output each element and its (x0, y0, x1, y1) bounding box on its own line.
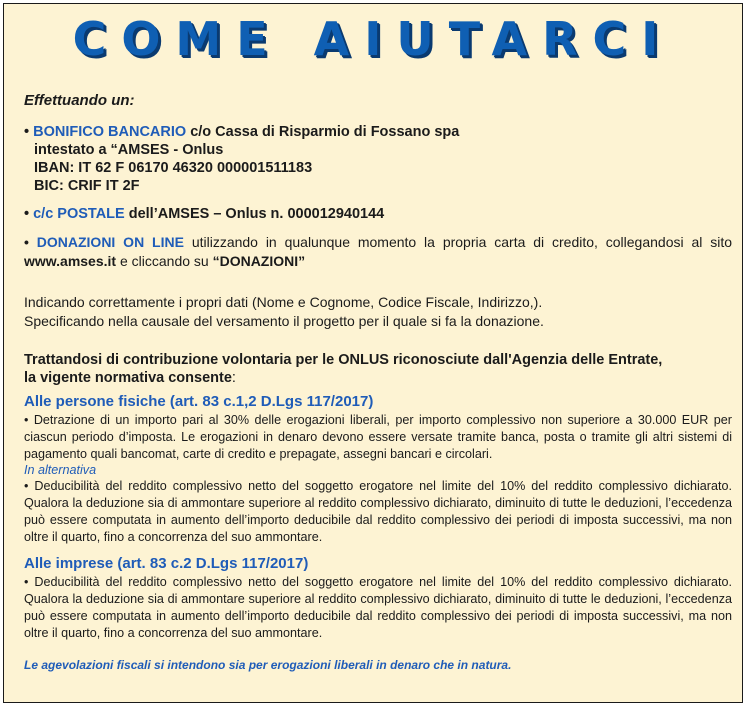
law-intro-line2: la vigente normativa consente (24, 370, 232, 386)
postale-label: c/c POSTALE (33, 206, 125, 222)
page-title: COME AIUTARCI (72, 12, 674, 66)
online-button-label: “DONAZIONI” (212, 253, 306, 269)
imprese-heading: Alle imprese (art. 83 c.2 D.Lgs 117/2017) (24, 555, 309, 572)
bonifico-holder: intestato a “AMSES - Onlus (34, 142, 224, 158)
online-section: • DONAZIONI ON LINE utilizzando in qualunque momento la propria carta di credito, collegandosi al sito www.amses.it e cliccando su “DONAZIONI” (24, 234, 733, 269)
persone-heading: Alle persone fisiche (art. 83 c.1,2 D.Lgs 117/2017) (24, 393, 374, 410)
imprese-paragraph: • Deducibilità del reddito complessivo netto del soggetto erogatore nel limite del 10% del reddito complessivo dichiarato. Qualora la deduzione sia di ammontare superiore al reddito complessivo dichiarato, diminuito di tutte le deduzioni, l’eccedenza può essere computata in aumento dell’importo deducibile dal reddito complessivo dei periodi di imposta successivi, ma non oltre il quarto, fino a concorrenza del suo ammontare. (24, 575, 732, 640)
online-site-link[interactable]: www.amses.it (24, 253, 117, 269)
bonifico-iban: IBAN: IT 62 F 06170 46320 000001511183 (34, 160, 313, 176)
law-intro-colon: : (231, 370, 236, 386)
instruction-line: Specificando nella causale del versamento il progetto per il quale si fa la donazione. (24, 313, 544, 329)
bonifico-bic: BIC: CRIF IT 2F (34, 178, 140, 194)
postale-text: dell’AMSES – Onlus n. 000012940144 (128, 206, 385, 222)
lead-text: Effettuando un: (24, 92, 135, 109)
online-text: utilizzando in qualunque momento la propria carta di credito, collegandosi al sito (191, 234, 733, 250)
law-intro-line1: Trattandosi di contribuzione volontaria per le ONLUS riconosciute dall'Agenzia delle Entrate, (24, 352, 663, 368)
persone-paragraph-1: • Detrazione di un importo pari al 30% delle erogazioni liberali, per importo complessivo non superiore a 30.000 EUR per ciascun periodo d’imposta. Le erogazioni in denaro devono essere versate tramite banca, posta o tramite gli altri sistemi di pagamento quali bancomat, carte di credito e prepagate, assegni bancari e circolari. (24, 413, 732, 461)
bonifico-section: • BONIFICO BANCARIO c/o Cassa di Risparmio di Fossano spa intestato a “AMSES - Onlus IBAN: IT 62 F 06170 46320 000001511183 BIC: CRIF IT 2F (24, 123, 732, 195)
law-intro (24, 351, 732, 387)
donation-info-panel (3, 3, 743, 703)
content (24, 92, 732, 672)
alternative-label: In alternativa (24, 463, 97, 477)
postale-section: • c/c POSTALE dell’AMSES – Onlus n. 000012940144 (24, 206, 385, 222)
footer-note: Le agevolazioni fiscali si intendono sia per erogazioni liberali in denaro che in natura. (24, 658, 512, 672)
persone-paragraph-2: • Deducibilità del reddito complessivo netto del soggetto erogatore nel limite del 10% del reddito complessivo dichiarato. Qualora la deduzione sia di ammontare superiore al reddito complessivo dichiarato, diminuito di tutte le deduzioni, l’eccedenza può essere computata in aumento dell’importo deducibile dal reddito complessivo dei periodi di imposta successivi, ma non oltre il quarto, fino a concorrenza del suo ammontare. (24, 479, 732, 544)
bonifico-label: BONIFICO BANCARIO (33, 124, 187, 140)
bonifico-bank: c/o Cassa di Risparmio di Fossano spa (190, 124, 460, 140)
online-label: DONAZIONI ON LINE (36, 234, 184, 250)
instructions (24, 293, 732, 331)
online-mid: e cliccando su (119, 253, 209, 269)
instruction-line: Indicando correttamente i propri dati (Nome e Cognome, Codice Fiscale, Indirizzo,). (24, 294, 543, 310)
